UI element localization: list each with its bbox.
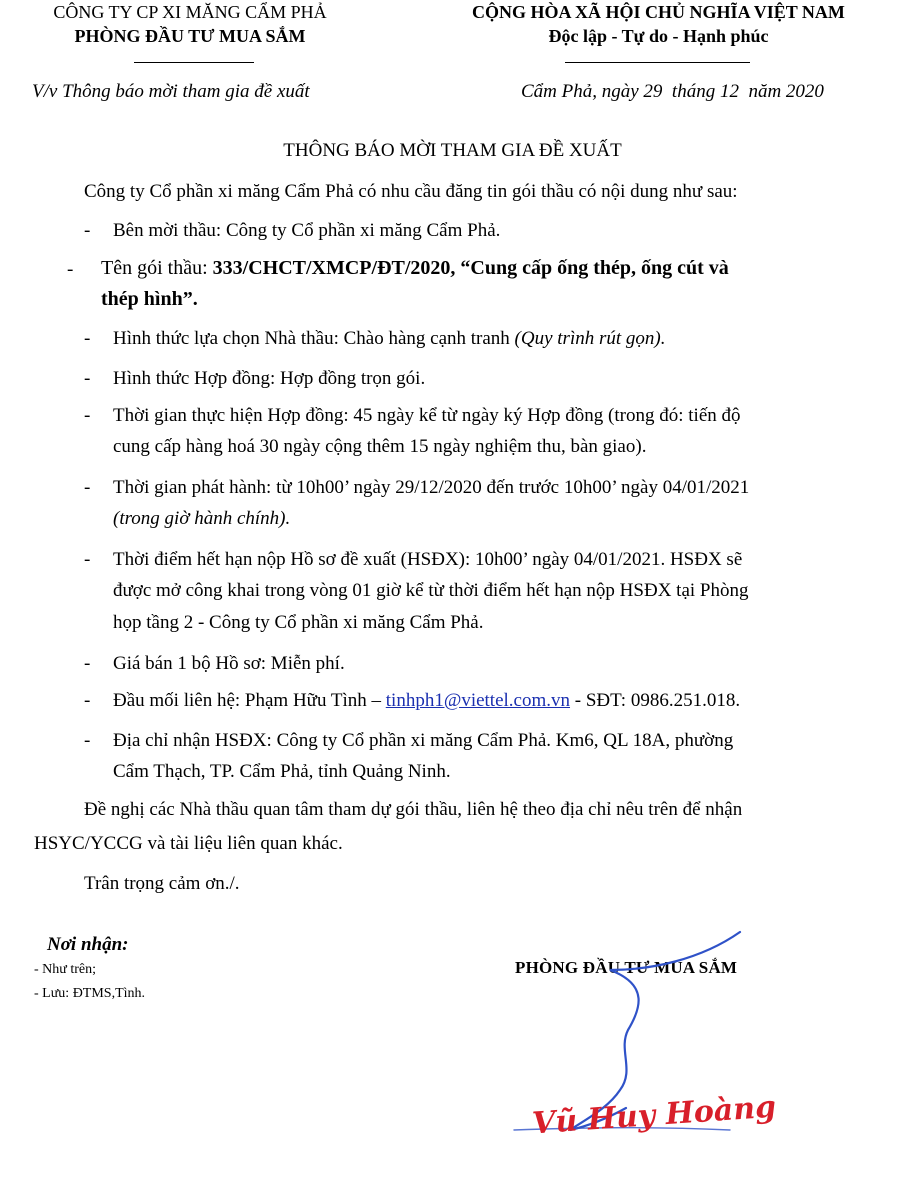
national-motto: Độc lập - Tự do - Hạnh phúc xyxy=(548,26,769,46)
issuer-block xyxy=(0,0,380,48)
intro-paragraph: Công ty Cổ phần xi măng Cẩm Phả có nhu cầu đăng tin gói thầu có nội dung như sau: xyxy=(84,181,738,202)
date-line: Cẩm Phả, ngày 29 tháng 12 năm 2020 xyxy=(521,81,824,102)
bullet-dash: - xyxy=(84,653,91,674)
bullet-dash: - xyxy=(84,368,91,389)
signature-block xyxy=(500,930,880,1190)
package-name: 333/CHCT/XMCP/ĐT/2020, “Cung cấp ống thép, ống cút và xyxy=(212,257,729,279)
department-name: PHÒNG ĐẦU TƯ MUA SẮM xyxy=(74,26,306,46)
bullet-dash: - xyxy=(67,259,74,280)
closing-paragraph-cont: HSYC/YCCG và tài liệu liên quan khác. xyxy=(34,833,343,854)
issuer-underline xyxy=(134,62,254,63)
bullet-dash: - xyxy=(84,328,91,349)
subject-line: V/v Thông báo mời tham gia đề xuất xyxy=(32,81,310,102)
bullet-dash: - xyxy=(84,690,91,711)
item-deadline: Thời điểm hết hạn nộp Hồ sơ đề xuất (HSĐX): 10h00’ ngày 04/01/2021. HSĐX sẽ xyxy=(113,549,743,570)
contact-text: Đầu mối liên hệ: Phạm Hữu Tình – xyxy=(113,690,386,711)
recipient-line: - Lưu: ĐTMS,Tình. xyxy=(34,986,146,1001)
item-price: Giá bán 1 bộ Hồ sơ: Miễn phí. xyxy=(113,653,345,674)
item-selection xyxy=(113,328,665,350)
item-deadline-cont: họp tầng 2 - Công ty Cổ phần xi măng Cẩm Phả. xyxy=(113,612,484,633)
national-header xyxy=(412,0,905,48)
item-contact xyxy=(113,690,740,712)
stamp-text: PHÒNG ĐẦU TƯ MUA SẮM xyxy=(515,958,738,977)
item-address: Địa chỉ nhận HSĐX: Công ty Cổ phần xi măng Cẩm Phả. Km6, QL 18A, phường xyxy=(113,730,734,751)
item-duration: Thời gian thực hiện Hợp đồng: 45 ngày kể từ ngày ký Hợp đồng (trong đó: tiến độ xyxy=(113,405,741,426)
item-release-cont: (trong giờ hành chính). xyxy=(113,508,291,529)
item-release: Thời gian phát hành: từ 10h00’ ngày 29/12/2020 đến trước 10h00’ ngày 04/01/2021 xyxy=(113,477,750,498)
contact-phone: - SĐT: 0986.251.018. xyxy=(570,690,741,711)
contact-email-link[interactable]: tinhph1@viettel.com.vn xyxy=(385,690,571,711)
package-label: Tên gói thầu: xyxy=(101,257,213,279)
bullet-dash: - xyxy=(84,405,91,426)
item-inviter: Bên mời thầu: Công ty Cổ phần xi măng Cẩm Phả. xyxy=(113,220,501,241)
item-contract-form: Hình thức Hợp đồng: Hợp đồng trọn gói. xyxy=(113,368,426,389)
bullet-dash: - xyxy=(84,220,91,241)
item-address-cont: Cẩm Thạch, TP. Cẩm Phả, tỉnh Quảng Ninh. xyxy=(113,761,451,782)
item-package xyxy=(101,257,729,280)
recipients-label: Nơi nhận: xyxy=(47,934,129,955)
thanks-line: Trân trọng cảm ơn./. xyxy=(84,873,240,894)
signer-name: Vũ Huy Hoàng xyxy=(531,1089,778,1142)
recipient-line: - Như trên; xyxy=(34,962,97,977)
republic-title: CỘNG HÒA XÃ HỘI CHỦ NGHĨA VIỆT NAM xyxy=(472,2,845,22)
package-name-cont: thép hình”. xyxy=(101,288,198,310)
bullet-dash: - xyxy=(84,477,91,498)
signature-icon xyxy=(500,930,880,1190)
selection-text: Hình thức lựa chọn Nhà thầu: Chào hàng cạnh tranh xyxy=(113,328,515,349)
bullet-dash: - xyxy=(84,730,91,751)
document-title: THÔNG BÁO MỜI THAM GIA ĐỀ XUẤT xyxy=(283,140,622,161)
motto-underline xyxy=(565,62,750,63)
item-duration-cont: cung cấp hàng hoá 30 ngày cộng thêm 15 ngày nghiệm thu, bàn giao). xyxy=(113,436,647,457)
company-name: CÔNG TY CP XI MĂNG CẨM PHẢ xyxy=(53,2,327,22)
selection-note: (Quy trình rút gọn). xyxy=(514,328,666,349)
closing-paragraph: Đề nghị các Nhà thầu quan tâm tham dự gói thầu, liên hệ theo địa chỉ nêu trên để nhận xyxy=(84,799,743,820)
bullet-dash: - xyxy=(84,549,91,570)
item-deadline-cont: được mở công khai trong vòng 01 giờ kể từ thời điểm hết hạn nộp HSĐX tại Phòng xyxy=(113,580,749,601)
